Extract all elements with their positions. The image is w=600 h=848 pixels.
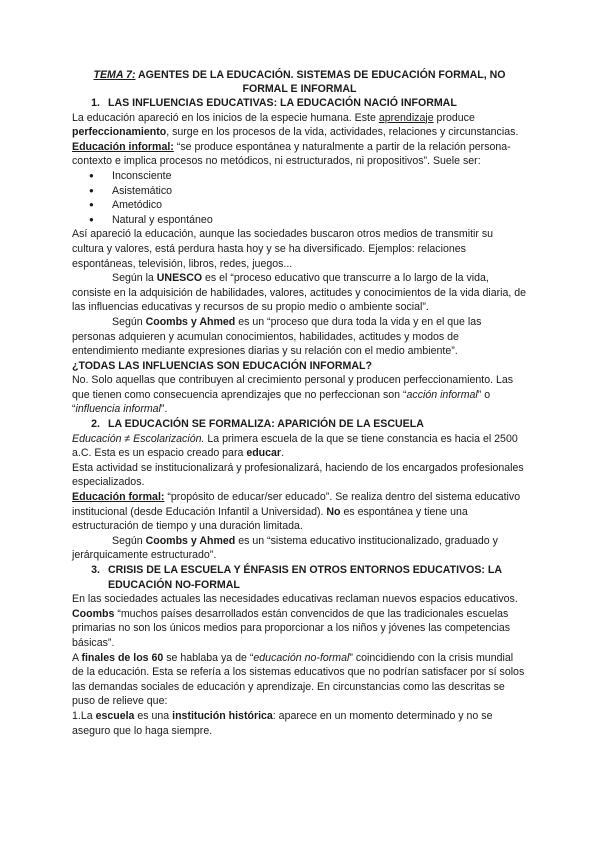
s1-paragraph-5 [72, 315, 527, 359]
text: : aparece en un momento determinado y no se aseguro que lo haga siempre. [72, 709, 493, 737]
term-label: Educación formal: [72, 491, 165, 504]
document-title [72, 68, 527, 96]
list-item-text: Inconsciente [112, 169, 172, 182]
s1-paragraph-6 [72, 373, 527, 417]
list-item-text: Ametódico [112, 199, 163, 212]
text: aprendizaje [378, 111, 434, 124]
text: “propósito de educar/ser educado”. Se realiza dentro del sistema educativo institucional (desde Educación Infantil a Universidad). [72, 491, 521, 518]
title-text: AGENTES DE LA EDUCACIÓN. SISTEMAS DE EDUCACIÓN FORMAL, NO FORMAL E INFORMAL [135, 69, 506, 95]
text: produce [433, 111, 475, 124]
section-2-heading [72, 417, 527, 432]
text: 1.La [72, 709, 96, 722]
text: UNESCO [156, 272, 203, 285]
text: es una [134, 709, 173, 722]
document-page [72, 68, 527, 738]
text: . [281, 447, 285, 460]
text: Según [112, 534, 146, 547]
section-3-heading [72, 563, 527, 592]
s1-paragraph-2 [72, 140, 527, 169]
text: ” o “ [72, 388, 491, 416]
section-1-title: LAS INFLUENCIAS EDUCATIVAS: LA EDUCACIÓN NACIÓ INFORMAL [108, 97, 457, 109]
text: es un “proceso que dura toda la vida y en el que las personas adquieren y acumulan conocimientos, habilidades, actitudes y modos de entendimiento mediante expresiones diarias y su relación con el medio ambiente”. [72, 315, 482, 358]
text: No [326, 505, 341, 518]
s1-question: ¿TODAS LAS INFLUENCIAS SON EDUCACIÓN INFORMAL? [72, 359, 372, 372]
s3-paragraph-1 [72, 592, 527, 650]
text: escuela [95, 709, 135, 722]
text: La educación apareció en los inicios de la especie humana. Este [72, 111, 379, 124]
s2-paragraph-1 [72, 432, 527, 461]
text: Según la [112, 272, 157, 285]
text: perfeccionamiento [72, 126, 167, 139]
text: es el “proceso educativo que transcurre a lo largo de la vida, consiste en la adquisición de habilidades, valores, actitudes y conocimientos de la vida diaria, de las influencias educativas y recursos de su propio medio o ambiente social”. [72, 272, 527, 314]
bullet-list [72, 169, 527, 227]
s1-paragraph-1 [72, 111, 527, 140]
text: “muchos países desarrollados están convencidos de que las tradicionales escuelas primarias no son los únicos medios para proporcionar a los niños y jóvenes las competencias básicas”. [72, 607, 511, 649]
text: Coombs y Ahmed [145, 315, 236, 328]
list-item-text: Natural y espontáneo [112, 213, 213, 226]
text: es un “sistema educativo institucionalizado, graduado y jerárquicamente estructurado”. [72, 534, 498, 562]
bullet-icon: ● [89, 170, 94, 180]
list-item [89, 198, 527, 213]
list-item [89, 213, 527, 228]
title-tema: TEMA 7: [93, 69, 136, 81]
list-item [89, 184, 527, 199]
section-3-title: CRISIS DE LA ESCUELA Y ÉNFASIS EN OTROS ENTORNOS EDUCATIVOS: LA EDUCACIÓN NO-FORMAL [108, 564, 502, 591]
text: , surge en los procesos de la vida, actividades, relaciones y circunstancias. [166, 126, 519, 139]
text: Coombs y Ahmed [145, 534, 236, 547]
text: A [72, 651, 82, 664]
text: No. Solo aquellas que contribuyen al crecimiento personal y producen perfeccionamiento. Las que tienen como consecuencia aprendizajes que no perfeccionan son “ [72, 374, 514, 401]
text: ”. [160, 403, 168, 416]
section-2-number: 2. [91, 418, 100, 431]
text: educación no-formal [253, 651, 350, 664]
text: se hablaba ya de “ [163, 651, 254, 664]
bullet-icon: ● [89, 185, 94, 195]
s2-paragraph-2: Esta actividad se institucionalizará y profesionalizará, haciendo de los encargados profesionales especializados. [72, 461, 524, 489]
s3-paragraph-2 [72, 651, 527, 709]
section-1-heading [72, 96, 527, 111]
section-3-number: 3. [91, 564, 100, 576]
s2-paragraph-3 [72, 490, 527, 534]
text: Según [112, 315, 146, 328]
text: En las sociedades actuales las necesidades educativas reclaman nuevos espacios educativos. [72, 593, 518, 606]
bullet-icon: ● [89, 214, 94, 224]
text: ” coincidiendo con la crisis mundial de la educación. Esta se refería a los sistemas educativos que no podrían satisfacer por sí solos las demandas sociales de educación y aprendizaje. En circunstancias como las descritas se puso de relieve que: [72, 651, 525, 708]
text: finales de los 60 [81, 651, 164, 664]
term-label: Educación informal: [72, 140, 174, 153]
section-1-number: 1. [91, 97, 100, 109]
text: “se produce espontánea y naturalmente a partir de la relación persona-contexto e implica procesos no metódicos, ni estructurados, ni propositivos”. Suele ser: [72, 140, 511, 168]
text: acción informal [406, 388, 478, 401]
text: influencia informal [75, 403, 161, 416]
text: Educación ≠ Escolarización. [72, 432, 205, 445]
s1-paragraph-4 [72, 271, 527, 315]
s3-paragraph-3 [72, 709, 527, 738]
s1-paragraph-3: Así apareció la educación, aunque las sociedades buscaron otros medios de transmitir su cultura y valores, está perdura hasta hoy y se ha diversificado. Ejemplos: relaciones espontáneas, televisión, libros, redes, juegos... [72, 228, 494, 270]
text: Coombs [72, 607, 115, 620]
list-item-text: Asistemático [112, 184, 173, 197]
section-2-title: LA EDUCACIÓN SE FORMALIZA: APARICIÓN DE LA ESCUELA [108, 418, 424, 431]
list-item [89, 169, 527, 184]
s2-paragraph-4 [72, 534, 527, 563]
text: La primera escuela de la que se tiene constancia es hacia el 2500 a.C. Esta es un espacio creado para [72, 432, 518, 460]
text: es espontánea y tiene una estructuración de tiempo y una duración limitada. [72, 505, 468, 533]
text: institución histórica [172, 709, 273, 722]
bullet-icon: ● [89, 200, 94, 210]
text: educar [246, 447, 282, 460]
